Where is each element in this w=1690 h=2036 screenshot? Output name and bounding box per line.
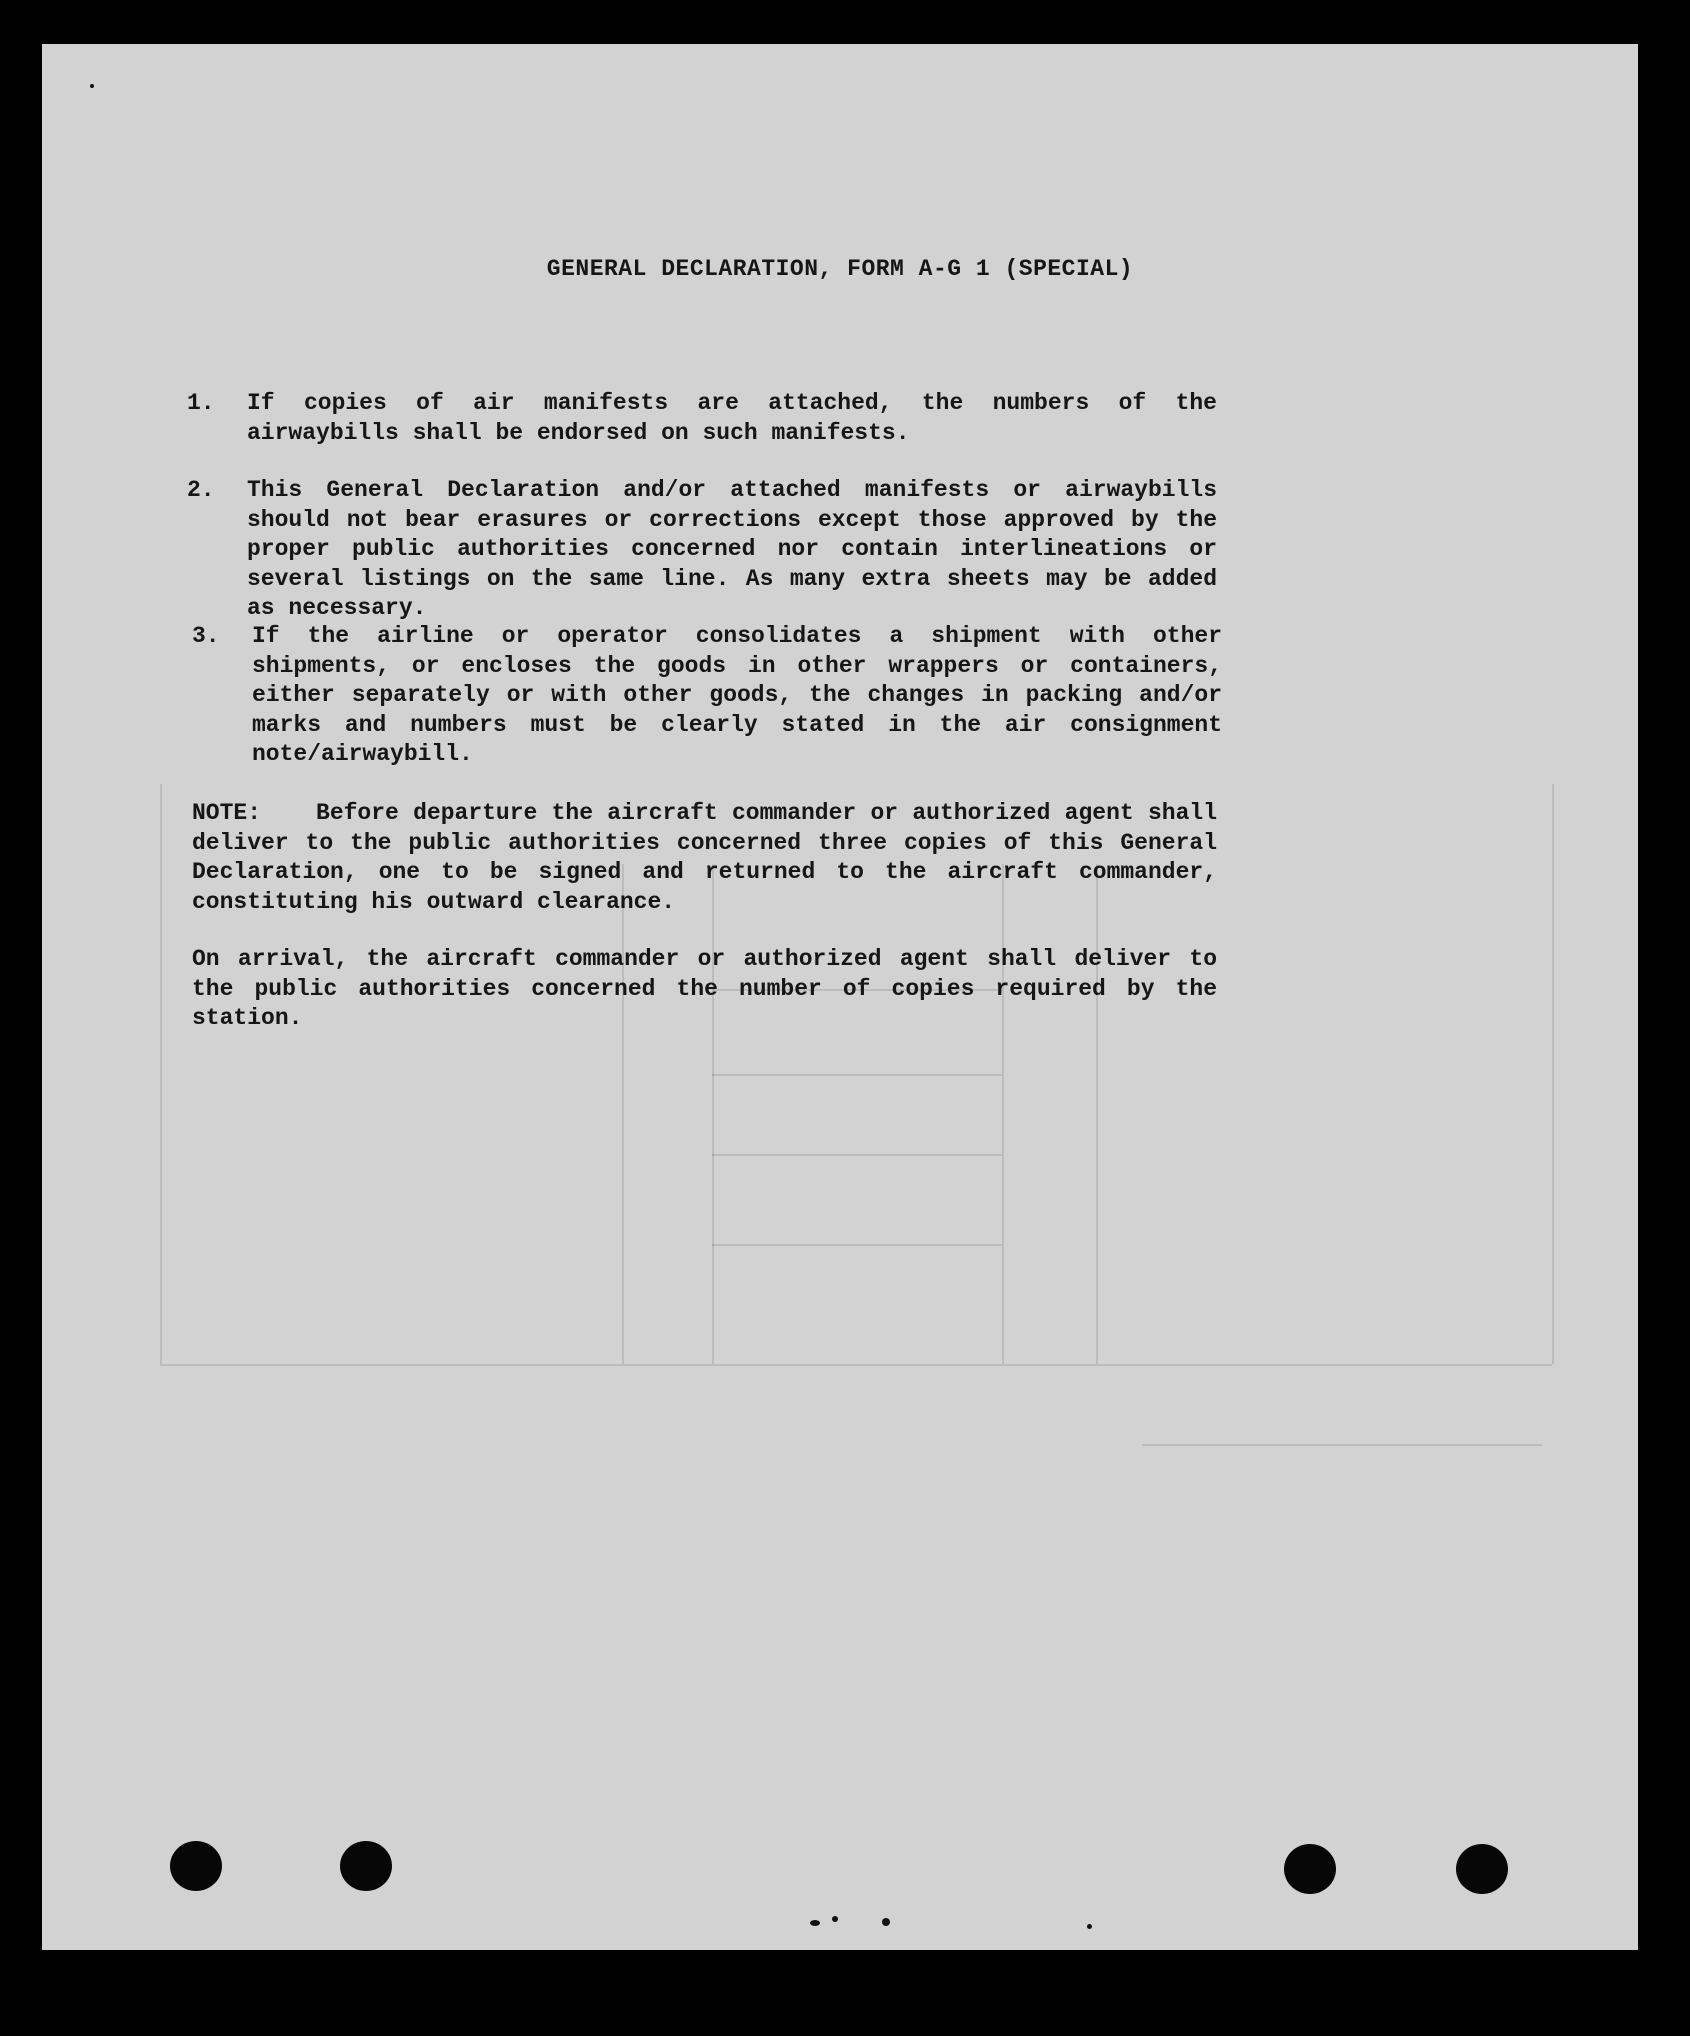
- bleed-through-line: [712, 1244, 1002, 1246]
- bleed-through-heading: [682, 1684, 982, 1724]
- note-paragraph: [192, 799, 1217, 917]
- note-paragraph-text: Before departure the aircraft commander or authorized agent shall deliver to the public authorities concerned three copies of this General Declaration, one to be signed and returned to the aircraft commander, constituting his outward clearance.: [192, 800, 1217, 915]
- item-number: 3.: [192, 623, 220, 649]
- instruction-item: [187, 389, 1217, 448]
- instruction-item: [187, 476, 1217, 624]
- item-number: 2.: [187, 477, 215, 503]
- ink-speck: [90, 84, 94, 88]
- bleed-through-line: [1142, 1444, 1542, 1446]
- bleed-through-line: [712, 1154, 1002, 1156]
- item-text: This General Declaration and/or attached manifests or airwaybills should not bear erasures or corrections except those approved by the proper public authorities concerned nor contain interlineations or several listings on the same line. As many extra sheets may be added as necessary.: [247, 477, 1217, 621]
- punch-hole: [340, 1841, 392, 1891]
- document-page: [42, 44, 1638, 1950]
- bleed-through-line: [712, 1074, 1002, 1076]
- instruction-item: [192, 622, 1222, 770]
- document-title: GENERAL DECLARATION, FORM A-G 1 (SPECIAL): [546, 256, 1134, 282]
- punch-hole: [1284, 1844, 1336, 1894]
- ink-speck: [882, 1918, 890, 1926]
- bleed-through-line: [160, 1364, 1552, 1366]
- ink-speck: [810, 1920, 820, 1926]
- item-number: 1.: [187, 390, 215, 416]
- punch-hole: [170, 1841, 222, 1891]
- punch-hole: [1456, 1844, 1508, 1894]
- note-paragraph-text: On arrival, the aircraft commander or authorized agent shall deliver to the public authorities concerned the number of copies required by the station.: [192, 946, 1217, 1031]
- bleed-through-line: [1552, 784, 1554, 1364]
- ink-speck: [832, 1916, 838, 1922]
- note-section: [192, 799, 1217, 1034]
- bleed-through-line: [160, 784, 162, 1364]
- bleed-through-heading: [512, 1744, 1212, 1804]
- ink-speck: [1087, 1924, 1092, 1929]
- item-text: If the airline or operator consolidates a shipment with other shipments, or encloses the goods in other wrappers or containers, either separately or with other goods, the changes in packing and/or marks and numbers must be clearly stated in the air consignment note/airwaybill.: [252, 623, 1222, 767]
- item-text: If copies of air manifests are attached, the numbers of the airwaybills shall be endorsed on such manifests.: [247, 390, 1217, 446]
- note-label: NOTE:: [192, 800, 262, 826]
